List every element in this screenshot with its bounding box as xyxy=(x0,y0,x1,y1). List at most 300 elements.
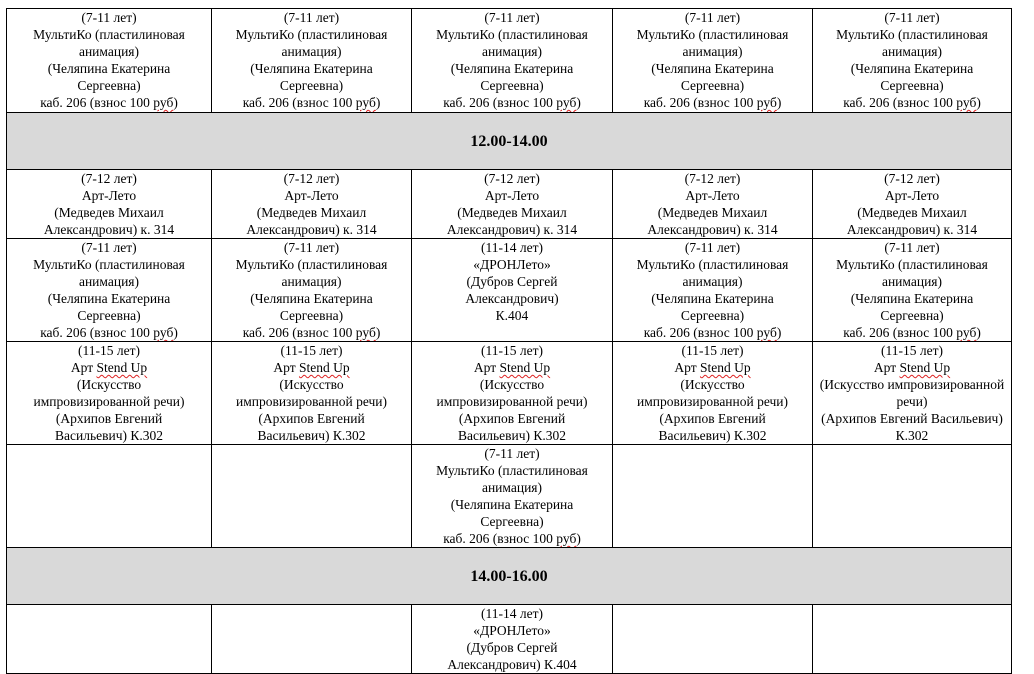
text-segment: (11-15 лет) xyxy=(280,343,343,358)
text-segment: (11-15 лет) xyxy=(681,343,744,358)
class-info-line xyxy=(614,77,811,94)
spellcheck-word: Stend Up xyxy=(899,360,951,375)
empty-cell xyxy=(613,445,813,548)
text-segment: (Искусство xyxy=(680,377,745,392)
text-segment: Арт-Лето xyxy=(81,188,137,203)
class-info-line xyxy=(413,187,611,204)
class-info-line xyxy=(213,307,410,324)
class-info-line xyxy=(413,605,611,622)
text-segment: Сергеевна) xyxy=(279,308,344,323)
text-segment: Александрович) к. 314 xyxy=(246,222,377,237)
text-segment: каб. 206 (взнос 100 xyxy=(443,531,557,546)
text-segment: (Челяпина Екатерина xyxy=(47,61,171,76)
text-segment: (7-12 лет) xyxy=(884,171,940,186)
class-info-line xyxy=(814,187,1010,204)
class-info-line xyxy=(814,9,1010,26)
class-info-line xyxy=(814,427,1010,444)
class-info-line xyxy=(8,204,210,221)
text-segment: (Медведев Михаил xyxy=(657,205,768,220)
text-segment: Сергеевна) xyxy=(480,514,544,529)
class-cell xyxy=(412,342,613,445)
text-segment: каб. 206 (взнос 100 xyxy=(443,95,557,110)
class-info-line xyxy=(213,94,410,111)
class-info-line xyxy=(614,410,811,427)
text-segment: анимация) xyxy=(78,274,140,289)
text-segment: ) xyxy=(976,325,981,340)
class-cell xyxy=(813,342,1012,445)
text-segment: Александрович) к. 314 xyxy=(647,222,778,237)
class-info-line xyxy=(413,94,611,111)
text-segment: каб. 206 (взнос 100 xyxy=(843,325,957,340)
class-cell xyxy=(212,170,412,239)
text-segment: МультиКо (пластилиновая xyxy=(436,463,588,478)
text-segment: (Архипов Евгений xyxy=(55,411,163,426)
class-info-line xyxy=(413,376,611,393)
class-info-line xyxy=(614,393,811,410)
class-info-line xyxy=(814,221,1010,238)
class-info-line xyxy=(213,221,410,238)
text-segment: (Искусство xyxy=(479,377,545,392)
text-segment: Арт-Лето xyxy=(284,188,339,203)
class-info-line xyxy=(213,427,410,444)
class-cell xyxy=(813,239,1012,342)
text-segment: (Архипов Евгений xyxy=(258,411,365,426)
spellcheck-word: Stend Up xyxy=(298,360,350,375)
text-segment: (7-11 лет) xyxy=(81,240,137,255)
text-segment: МультиКо (пластилиновая xyxy=(836,257,988,272)
class-info-line xyxy=(814,94,1010,111)
class-cell xyxy=(813,9,1012,113)
text-segment: МультиКо (пластилиновая xyxy=(33,27,185,42)
class-info-line xyxy=(8,77,210,94)
class-info-line xyxy=(213,359,410,376)
class-info-line xyxy=(413,273,611,290)
class-info-line xyxy=(814,359,1010,376)
text-segment: (Медведев Михаил xyxy=(256,205,367,220)
class-info-line xyxy=(413,221,611,238)
text-segment: Арт-Лето xyxy=(884,188,940,203)
text-segment: (7-11 лет) xyxy=(884,10,940,25)
text-segment: Сергеевна) xyxy=(77,308,141,323)
text-segment: (7-11 лет) xyxy=(283,240,340,255)
spellcheck-word: Stend Up xyxy=(499,360,551,375)
class-info-line xyxy=(8,187,210,204)
class-cell xyxy=(412,9,613,113)
class-info-line xyxy=(8,94,210,111)
empty-cell xyxy=(7,605,212,674)
class-info-line xyxy=(413,43,611,60)
class-info-line xyxy=(413,239,611,256)
text-segment: МультиКо (пластилиновая xyxy=(33,257,185,272)
class-info-line xyxy=(614,307,811,324)
class-info-line xyxy=(8,410,210,427)
text-segment: (7-11 лет) xyxy=(283,10,340,25)
empty-cell xyxy=(613,605,813,674)
class-info-line xyxy=(814,60,1010,77)
text-segment: импровизированной речи) xyxy=(436,394,588,409)
class-cell xyxy=(7,342,212,445)
class-info-line xyxy=(413,290,611,307)
text-segment: каб. 206 (взнос 100 xyxy=(843,95,957,110)
schedule-row xyxy=(7,605,1012,674)
spellcheck-word: руб xyxy=(756,95,777,110)
text-segment: МультиКо (пластилиновая xyxy=(235,27,388,42)
class-info-line xyxy=(413,256,611,273)
class-cell xyxy=(412,445,613,548)
class-info-line xyxy=(814,376,1010,393)
schedule-row xyxy=(7,445,1012,548)
text-segment: Арт xyxy=(70,360,97,375)
class-info-line xyxy=(413,77,611,94)
text-segment: Васильевич) К.302 xyxy=(658,428,767,443)
class-info-line xyxy=(614,94,811,111)
class-cell xyxy=(7,170,212,239)
text-segment: «ДРОНЛето» xyxy=(473,623,551,638)
schedule-table xyxy=(6,8,1012,674)
text-segment: (Челяпина Екатерина xyxy=(850,61,974,76)
text-segment: (11-14 лет) xyxy=(481,606,543,621)
class-info-line xyxy=(413,307,611,324)
text-segment: МультиКо (пластилиновая xyxy=(436,27,588,42)
text-segment: анимация) xyxy=(682,44,743,59)
class-cell xyxy=(212,9,412,113)
spellcheck-word: руб xyxy=(556,531,577,546)
text-segment: ) xyxy=(375,95,381,110)
empty-cell xyxy=(813,445,1012,548)
class-info-line xyxy=(413,513,611,530)
class-info-line xyxy=(614,427,811,444)
class-info-line xyxy=(614,359,811,376)
class-info-line xyxy=(614,376,811,393)
spellcheck-word: руб xyxy=(355,95,376,110)
time-slot-header: 14.00-16.00 xyxy=(7,548,1012,605)
spellcheck-word: руб xyxy=(956,325,977,340)
class-info-line xyxy=(413,622,611,639)
class-info-line xyxy=(8,170,210,187)
class-cell xyxy=(613,170,813,239)
text-segment: ) xyxy=(173,95,178,110)
text-segment: анимация) xyxy=(481,480,543,495)
spellcheck-word: руб xyxy=(956,95,977,110)
text-segment: каб. 206 (взнос 100 xyxy=(643,325,757,340)
class-info-line xyxy=(8,26,210,43)
class-info-line xyxy=(413,479,611,496)
text-segment: (Челяпина Екатерина xyxy=(47,291,171,306)
class-info-line xyxy=(8,393,210,410)
empty-cell xyxy=(212,445,412,548)
class-cell xyxy=(412,170,613,239)
schedule-body xyxy=(7,9,1012,674)
text-segment: Сергеевна) xyxy=(680,78,745,93)
text-segment: (Челяпина Екатерина xyxy=(651,291,774,306)
text-segment: Александрович) к. 314 xyxy=(846,222,978,237)
text-segment: (Челяпина Екатерина xyxy=(651,61,774,76)
class-info-line xyxy=(213,256,410,273)
class-info-line xyxy=(8,256,210,273)
empty-cell xyxy=(813,605,1012,674)
text-segment: (7-11 лет) xyxy=(684,10,741,25)
empty-cell xyxy=(7,445,212,548)
class-cell xyxy=(813,170,1012,239)
class-info-line xyxy=(413,393,611,410)
text-segment: (Челяпина Екатерина xyxy=(850,291,974,306)
text-segment: (Челяпина Екатерина xyxy=(450,497,574,512)
text-segment: (Дубров Сергей xyxy=(466,640,558,655)
text-segment: Александрович) К.404 xyxy=(447,657,577,672)
text-segment: анимация) xyxy=(682,274,743,289)
text-segment: Васильевич) К.302 xyxy=(55,428,163,443)
text-segment: Васильевич) К.302 xyxy=(257,428,366,443)
text-segment: К.404 xyxy=(495,308,529,323)
text-segment: ) xyxy=(375,325,381,340)
class-info-line xyxy=(8,60,210,77)
class-info-line xyxy=(413,9,611,26)
class-info-line xyxy=(213,342,410,359)
schedule-row xyxy=(7,342,1012,445)
class-info-line xyxy=(413,410,611,427)
class-info-line xyxy=(213,77,410,94)
text-segment: импровизированной речи) xyxy=(636,394,789,409)
text-segment: (7-11 лет) xyxy=(684,240,741,255)
class-info-line xyxy=(8,359,210,376)
text-segment: анимация) xyxy=(881,274,943,289)
class-cell xyxy=(613,342,813,445)
text-segment: Арт xyxy=(674,360,700,375)
class-cell xyxy=(412,605,613,674)
class-info-line xyxy=(814,170,1010,187)
text-segment: Александрович) xyxy=(465,291,559,306)
class-info-line xyxy=(814,410,1010,427)
class-cell xyxy=(7,239,212,342)
text-segment: (7-11 лет) xyxy=(81,10,137,25)
time-slot-row xyxy=(7,113,1012,170)
class-cell xyxy=(212,342,412,445)
text-segment: (Искусство xyxy=(76,377,142,392)
text-segment: (Архипов Евгений xyxy=(458,411,566,426)
text-segment: Сергеевна) xyxy=(880,78,944,93)
class-info-line xyxy=(614,324,811,341)
spellcheck-word: руб xyxy=(153,95,174,110)
class-info-line xyxy=(213,170,410,187)
class-info-line xyxy=(614,26,811,43)
spellcheck-word: руб xyxy=(756,325,777,340)
text-segment: (7-11 лет) xyxy=(884,240,940,255)
class-info-line xyxy=(614,43,811,60)
class-info-line xyxy=(413,359,611,376)
text-segment: (Медведев Михаил xyxy=(857,205,967,220)
class-info-line xyxy=(213,239,410,256)
time-slot-row xyxy=(7,548,1012,605)
class-info-line xyxy=(413,445,611,462)
text-segment: Арт xyxy=(273,360,299,375)
class-info-line xyxy=(413,60,611,77)
text-segment: (7-12 лет) xyxy=(484,171,540,186)
text-segment: (Архипов Евгений Васильевич) xyxy=(821,411,1003,426)
text-segment: (11-14 лет) xyxy=(481,240,543,255)
class-info-line xyxy=(213,26,410,43)
text-segment: (Искусство импровизированной xyxy=(819,377,1005,392)
schedule-row xyxy=(7,170,1012,239)
spellcheck-word: руб xyxy=(153,325,174,340)
class-info-line xyxy=(8,273,210,290)
text-segment: (11-15 лет) xyxy=(881,343,943,358)
class-info-line xyxy=(614,239,811,256)
class-info-line xyxy=(8,290,210,307)
class-info-line xyxy=(814,239,1010,256)
text-segment: (7-12 лет) xyxy=(283,171,340,186)
class-info-line xyxy=(814,324,1010,341)
class-info-line xyxy=(814,26,1010,43)
class-info-line xyxy=(814,307,1010,324)
class-info-line xyxy=(413,204,611,221)
time-slot-header: 12.00-14.00 xyxy=(7,113,1012,170)
text-segment: (7-11 лет) xyxy=(484,446,540,461)
text-segment: Сергеевна) xyxy=(77,78,141,93)
text-segment: (11-15 лет) xyxy=(481,343,543,358)
spellcheck-word: руб xyxy=(355,325,376,340)
class-info-line xyxy=(213,393,410,410)
text-segment: ) xyxy=(576,531,581,546)
text-segment: (7-12 лет) xyxy=(81,171,137,186)
class-info-line xyxy=(614,290,811,307)
text-segment: Васильевич) К.302 xyxy=(458,428,566,443)
text-segment: МультиКо (пластилиновая xyxy=(235,257,388,272)
class-info-line xyxy=(814,290,1010,307)
schedule-row xyxy=(7,239,1012,342)
text-segment: Арт-Лето xyxy=(685,188,740,203)
text-segment: ) xyxy=(576,95,581,110)
text-segment: (Дубров Сергей xyxy=(466,274,558,289)
text-segment: каб. 206 (взнос 100 xyxy=(40,95,154,110)
class-info-line xyxy=(614,204,811,221)
text-segment: каб. 206 (взнос 100 xyxy=(40,325,154,340)
text-segment: анимация) xyxy=(78,44,140,59)
class-cell xyxy=(212,239,412,342)
class-info-line xyxy=(814,43,1010,60)
class-info-line xyxy=(413,656,611,673)
class-info-line xyxy=(614,9,811,26)
text-segment: Арт xyxy=(873,360,900,375)
text-segment: импровизированной речи) xyxy=(235,394,388,409)
class-info-line xyxy=(413,342,611,359)
class-info-line xyxy=(614,273,811,290)
class-info-line xyxy=(614,60,811,77)
text-segment: каб. 206 (взнос 100 xyxy=(242,95,356,110)
spellcheck-word: Stend Up xyxy=(96,360,148,375)
class-info-line xyxy=(413,427,611,444)
class-info-line xyxy=(814,342,1010,359)
text-segment: Арт-Лето xyxy=(484,188,540,203)
text-segment: (Медведев Михаил xyxy=(457,205,567,220)
text-segment: Сергеевна) xyxy=(880,308,944,323)
class-info-line xyxy=(213,204,410,221)
class-info-line xyxy=(614,187,811,204)
text-segment: (Челяпина Екатерина xyxy=(250,291,373,306)
text-segment: Александрович) к. 314 xyxy=(43,222,175,237)
text-segment: ) xyxy=(776,325,782,340)
text-segment: Сергеевна) xyxy=(279,78,344,93)
class-info-line xyxy=(614,221,811,238)
spellcheck-word: руб xyxy=(556,95,577,110)
class-info-line xyxy=(213,290,410,307)
text-segment: (7-11 лет) xyxy=(484,10,540,25)
class-info-line xyxy=(413,530,611,547)
class-cell xyxy=(613,9,813,113)
text-segment: (Челяпина Екатерина xyxy=(250,61,373,76)
text-segment: Сергеевна) xyxy=(480,78,544,93)
class-info-line xyxy=(8,43,210,60)
class-info-line xyxy=(413,462,611,479)
class-info-line xyxy=(413,496,611,513)
text-segment: (11-15 лет) xyxy=(78,343,140,358)
class-cell xyxy=(7,9,212,113)
class-info-line xyxy=(8,9,210,26)
class-info-line xyxy=(8,324,210,341)
text-segment: каб. 206 (взнос 100 xyxy=(242,325,356,340)
class-info-line xyxy=(213,43,410,60)
class-info-line xyxy=(814,204,1010,221)
class-info-line xyxy=(213,376,410,393)
class-info-line xyxy=(413,26,611,43)
class-cell xyxy=(412,239,613,342)
text-segment: каб. 206 (взнос 100 xyxy=(643,95,757,110)
class-info-line xyxy=(413,170,611,187)
text-segment: анимация) xyxy=(481,44,543,59)
text-segment: Сергеевна) xyxy=(680,308,745,323)
text-segment: (Архипов Евгений xyxy=(659,411,766,426)
empty-cell xyxy=(212,605,412,674)
class-info-line xyxy=(814,77,1010,94)
text-segment: анимация) xyxy=(281,274,342,289)
text-segment: МультиКо (пластилиновая xyxy=(636,257,789,272)
text-segment: Арт xyxy=(473,360,500,375)
class-info-line xyxy=(614,170,811,187)
class-info-line xyxy=(213,60,410,77)
text-segment: речи) xyxy=(896,394,928,409)
class-info-line xyxy=(614,256,811,273)
text-segment: Александрович) к. 314 xyxy=(446,222,578,237)
schedule-row xyxy=(7,9,1012,113)
class-info-line xyxy=(8,307,210,324)
text-segment: (Искусство xyxy=(279,377,344,392)
text-segment: ) xyxy=(776,95,782,110)
spellcheck-word: Stend Up xyxy=(699,360,751,375)
text-segment: анимация) xyxy=(281,44,342,59)
class-info-line xyxy=(213,410,410,427)
class-info-line xyxy=(413,639,611,656)
text-segment: «ДРОНЛето» xyxy=(473,257,551,272)
text-segment: анимация) xyxy=(881,44,943,59)
class-info-line xyxy=(614,342,811,359)
class-info-line xyxy=(8,427,210,444)
text-segment: МультиКо (пластилиновая xyxy=(636,27,789,42)
text-segment: ) xyxy=(976,95,981,110)
class-info-line xyxy=(213,187,410,204)
text-segment: (Медведев Михаил xyxy=(54,205,164,220)
class-info-line xyxy=(814,256,1010,273)
class-info-line xyxy=(8,342,210,359)
class-info-line xyxy=(213,9,410,26)
class-info-line xyxy=(8,239,210,256)
class-info-line xyxy=(8,221,210,238)
text-segment: (Челяпина Екатерина xyxy=(450,61,574,76)
class-info-line xyxy=(213,273,410,290)
text-segment: МультиКо (пластилиновая xyxy=(836,27,988,42)
text-segment: (7-12 лет) xyxy=(684,171,741,186)
class-info-line xyxy=(814,273,1010,290)
class-info-line xyxy=(8,376,210,393)
class-cell xyxy=(613,239,813,342)
